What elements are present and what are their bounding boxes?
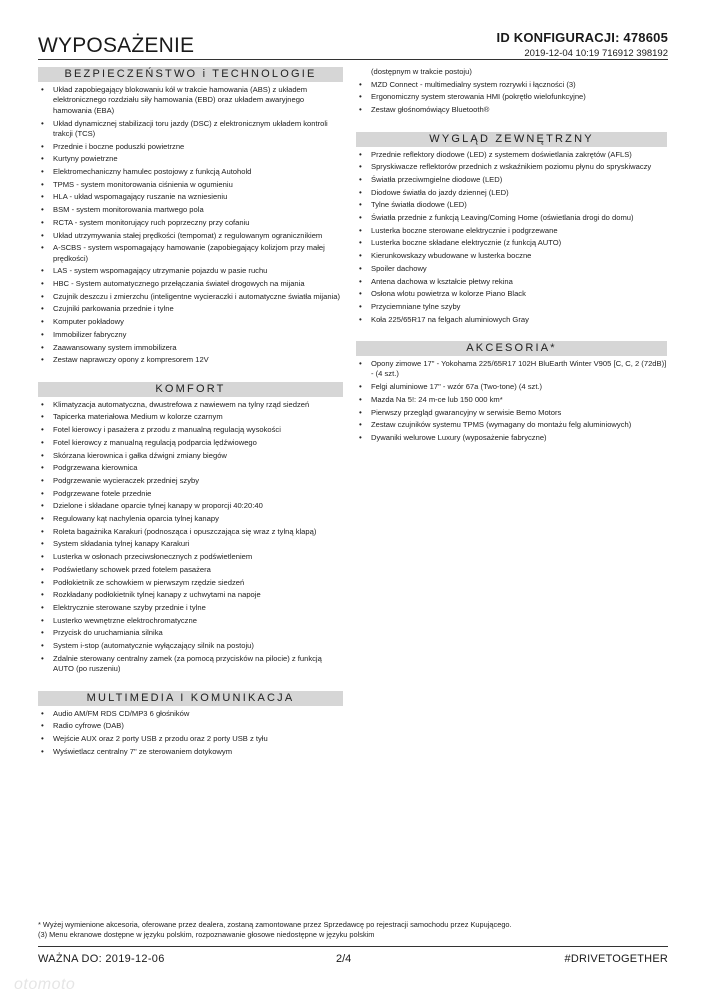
multimedia-item: • Radio cyfrowe (DAB) xyxy=(38,721,343,731)
footnote-language: (3) Menu ekranowe dostępne w języku polskim, rozpoznawanie głosowe niedostępne w języku polskim xyxy=(38,930,375,939)
section-header-accessories: AKCESORIA* xyxy=(356,341,667,356)
comfort-item: • Podgrzewane fotele przednie xyxy=(38,489,343,499)
exterior-item: • Światła przeciwmgielne diodowe (LED) xyxy=(356,175,667,185)
comfort-item: • System i-stop (automatycznie wyłączający silnik na postoju) xyxy=(38,641,343,651)
accessory-item: • Dywaniki welurowe Luxury (wyposażenie fabryczne) xyxy=(356,433,667,443)
comfort-item: • Fotel kierowcy i pasażera z przodu z manualną regulacją wysokości xyxy=(38,425,343,435)
page-title: WYPOSAŻENIE xyxy=(38,34,195,57)
exterior-item: • Koła 225/65R17 na felgach aluminiowych Gray xyxy=(356,315,667,325)
safety-item: • HLA - układ wspomagający ruszanie na wzniesieniu xyxy=(38,192,343,202)
safety-item: • A-SCBS - system wspomagający hamowanie (zapobiegający kolizjom przy małej prędkości) xyxy=(38,243,343,264)
safety-item: • BSM - system monitorowania martwego pola xyxy=(38,205,343,215)
footnotes xyxy=(38,920,670,940)
valid-until: WAŻNA DO: 2019-12-06 xyxy=(38,953,165,965)
exterior-item: • Spryskiwacze reflektorów przednich z wskaźnikiem poziomu płynu do spryskiwaczy xyxy=(356,162,667,172)
comfort-item: • Elektrycznie sterowane szyby przednie i tylne xyxy=(38,603,343,613)
section-comfort xyxy=(38,382,343,675)
comfort-item: • Skórzana kierownica i gałka dźwigni zmiany biegów xyxy=(38,451,343,461)
safety-item: • HBC - System automatycznego przełączania świateł drogowych na mijania xyxy=(38,279,343,289)
exterior-item: • Kierunkowskazy wbudowane w lusterka boczne xyxy=(356,251,667,261)
multimedia-item: (dostępnym w trakcie postoju) xyxy=(371,67,472,76)
safety-item: • Przednie i boczne poduszki powietrzne xyxy=(38,142,343,152)
multimedia-item: • MZD Connect - multimedialny system rozrywki i łączności (3) xyxy=(356,80,667,90)
multimedia-item: • Ergonomiczny system sterowania HMI (pokrętło wielofunkcyjne) xyxy=(356,92,667,102)
exterior-item: • Lusterka boczne składane elektrycznie (z funkcją AUTO) xyxy=(356,238,667,248)
accessory-item: • Zestaw czujników systemu TPMS (wymagany do montażu felg aluminiowych) xyxy=(356,420,667,430)
comfort-item: • Klimatyzacja automatyczna, dwustrefowa z nawiewem na tylny rząd siedzeń xyxy=(38,400,343,410)
safety-item: • Zaawansowany system immobilizera xyxy=(38,343,343,353)
hashtag: #DRIVETOGETHER xyxy=(564,953,668,965)
safety-item: • Zestaw naprawczy opony z kompresorem 12V xyxy=(38,355,343,365)
exterior-item: • Diodowe światła do jazdy dziennej (LED) xyxy=(356,188,667,198)
section-header-comfort: KOMFORT xyxy=(38,382,343,397)
safety-item: • Układ zapobiegający blokowaniu kół w trakcie hamowania (ABS) z układem elektronicznego rozdziału siły hamowania (EBD) oraz układem awaryjnego hamowania (EBA) xyxy=(38,85,343,116)
safety-item: • Układ utrzymywania stałej prędkości (tempomat) z regulowanym ogranicznikiem xyxy=(38,231,343,241)
comfort-list xyxy=(38,400,343,675)
comfort-item: • Fotel kierowcy z manualną regulacją podparcia lędźwiowego xyxy=(38,438,343,448)
config-id: ID KONFIGURACJI: 478605 xyxy=(496,30,668,45)
comfort-item: • Dzielone i składane oparcie tylnej kanapy w proporcji 40:20:40 xyxy=(38,501,343,511)
safety-list xyxy=(38,85,343,366)
comfort-item: • Przycisk do uruchamiania silnika xyxy=(38,628,343,638)
exterior-item: • Spoiler dachowy xyxy=(356,264,667,274)
footnote-accessories: * Wyżej wymienione akcesoria, oferowane przez dealera, zostaną zamontowane przez Sprzedawcę po rejestracji samochodu przez Kupującego. xyxy=(38,920,512,929)
exterior-item: • Antena dachowa w kształcie płetwy rekina xyxy=(356,277,667,287)
safety-item: • Czujnik deszczu i zmierzchu (inteligentne wycieraczki i automatyczne światła mijania) xyxy=(38,292,343,302)
comfort-item: • Tapicerka materiałowa Medium w kolorze czarnym xyxy=(38,412,343,422)
exterior-item: • Lusterka boczne sterowane elektrycznie i podgrzewane xyxy=(356,226,667,236)
multimedia-item: • Wejście AUX oraz 2 porty USB z przodu oraz 2 porty USB z tyłu xyxy=(38,734,343,744)
safety-item: • Elektromechaniczny hamulec postojowy z funkcją Autohold xyxy=(38,167,343,177)
comfort-item: • Podłokietnik ze schowkiem w pierwszym rzędzie siedzeń xyxy=(38,578,343,588)
bottom-divider xyxy=(38,946,668,947)
right-column xyxy=(356,67,667,459)
section-header-exterior: WYGLĄD ZEWNĘTRZNY xyxy=(356,132,667,147)
comfort-item: • Lusterko wewnętrzne elektrochromatyczne xyxy=(38,616,343,626)
comfort-item: • Regulowany kąt nachylenia oparcia tylnej kanapy xyxy=(38,514,343,524)
exterior-item: • Tylne światła diodowe (LED) xyxy=(356,200,667,210)
comfort-item: • System składania tylnej kanapy Karakuri xyxy=(38,539,343,549)
accessory-item: • Pierwszy przegląd gwarancyjny w serwisie Bemo Motors xyxy=(356,408,667,418)
section-header-safety: BEZPIECZEŃSTWO i TECHNOLOGIE xyxy=(38,67,343,82)
accessory-item: • Mazda Na 5!: 24 m-ce lub 150 000 km* xyxy=(356,395,667,405)
exterior-item: • Osłona wlotu powietrza w kolorze Piano Black xyxy=(356,289,667,299)
config-info xyxy=(497,30,668,59)
comfort-item: • Podgrzewanie wycieraczek przedniej szyby xyxy=(38,476,343,486)
safety-item: • LAS - system wspomagający utrzymanie pojazdu w pasie ruchu xyxy=(38,266,343,276)
page-number: 2/4 xyxy=(336,953,352,965)
section-safety xyxy=(38,67,343,366)
section-multimedia xyxy=(38,691,343,758)
section-multimedia-continued xyxy=(356,67,667,116)
multimedia-item: • Audio AM/FM RDS CD/MP3 6 głośników xyxy=(38,709,343,719)
accessory-item: • Opony zimowe 17" - Yokohama 225/65R17 102H BluEarth Winter V905 [C, C, 2 (72dB)] - (4 szt.) xyxy=(356,359,667,380)
multimedia-list xyxy=(38,709,343,758)
safety-item: • Immobilizer fabryczny xyxy=(38,330,343,340)
section-exterior xyxy=(356,132,667,326)
exterior-list xyxy=(356,150,667,326)
accessory-item: • Felgi aluminiowe 17" - wzór 67a (Two-tone) (4 szt.) xyxy=(356,382,667,392)
safety-item: • TPMS - system monitorowania ciśnienia w ogumieniu xyxy=(38,180,343,190)
comfort-item: • Podświetlany schowek przed fotelem pasażera xyxy=(38,565,343,575)
comfort-item: • Lusterka w osłonach przeciwsłonecznych z podświetleniem xyxy=(38,552,343,562)
comfort-item: • Roleta bagażnika Karakuri (podnosząca i opuszczająca się wraz z tylną klapą) xyxy=(38,527,343,537)
safety-item: • Układ dynamicznej stabilizacji toru jazdy (DSC) z elektronicznym układem kontroli trakcji (TCS) xyxy=(38,119,343,140)
comfort-item: • Rozkładany podłokietnik tylnej kanapy z uchwytami na napoje xyxy=(38,590,343,600)
comfort-item: • Zdalnie sterowany centralny zamek (za pomocą przycisków na pilocie) z funkcją AUTO (po ruszeniu) xyxy=(38,654,343,675)
accessories-list xyxy=(356,359,667,443)
exterior-item: • Światła przednie z funkcją Leaving/Coming Home (oświetlania drogi do domu) xyxy=(356,213,667,223)
section-accessories xyxy=(356,341,667,443)
top-divider xyxy=(38,59,668,60)
multimedia-item: • Zestaw głośnomówiący Bluetooth® xyxy=(356,105,667,115)
exterior-item: • Przyciemniane tylne szyby xyxy=(356,302,667,312)
exterior-item: • Przednie reflektory diodowe (LED) z systemem doświetlania zakrętów (AFLS) xyxy=(356,150,667,160)
safety-item: • RCTA - system monitorujący ruch poprzeczny przy cofaniu xyxy=(38,218,343,228)
multimedia-item: • Wyświetlacz centralny 7" ze sterowaniem dotykowym xyxy=(38,747,343,757)
multimedia-continued-list xyxy=(356,67,667,116)
safety-item: • Czujniki parkowania przednie i tylne xyxy=(38,304,343,314)
left-column xyxy=(38,67,343,773)
watermark-logo: otomoto xyxy=(14,976,76,993)
section-header-multimedia: MULTIMEDIA I KOMUNIKACJA xyxy=(38,691,343,706)
safety-item: • Komputer pokładowy xyxy=(38,317,343,327)
comfort-item: • Podgrzewana kierownica xyxy=(38,463,343,473)
safety-item: • Kurtyny powietrzne xyxy=(38,154,343,164)
config-meta: 2019-12-04 10:19 716912 398192 xyxy=(524,48,668,59)
